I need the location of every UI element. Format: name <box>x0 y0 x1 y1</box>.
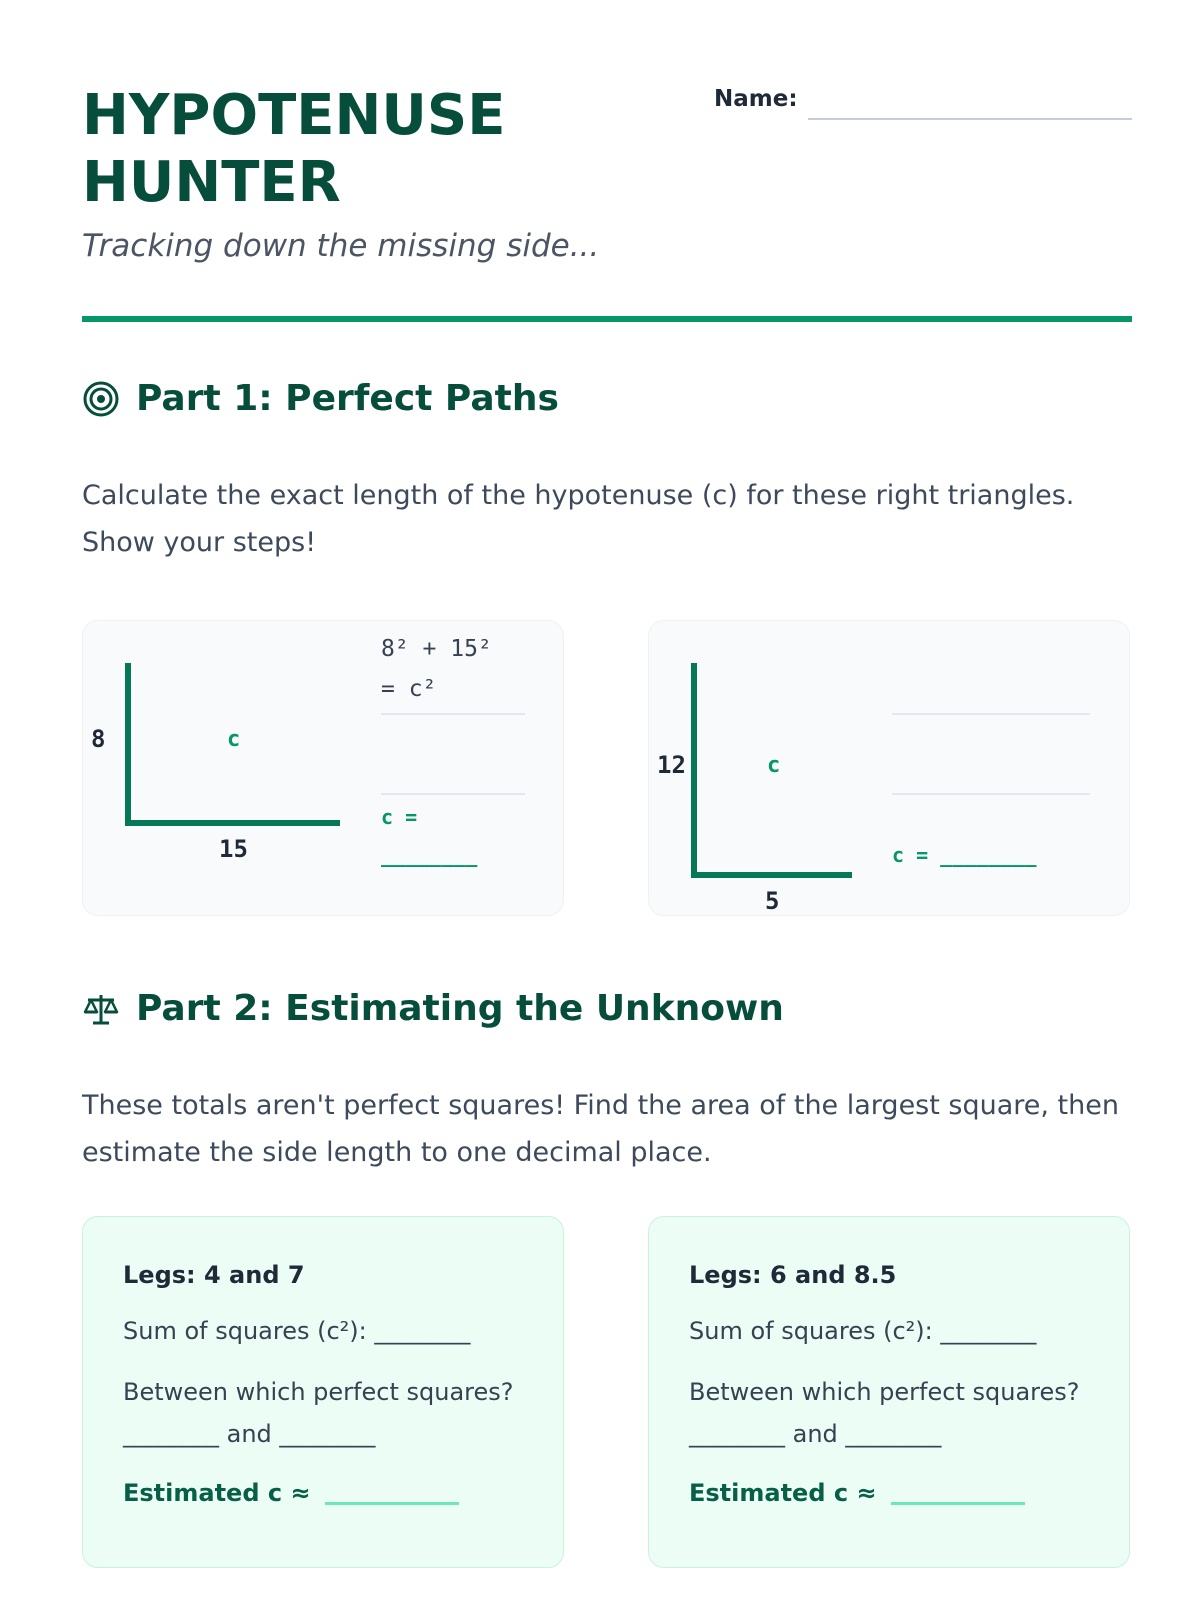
equation-line-2: = c² <box>381 676 437 702</box>
estimate-card-1 <box>82 1216 564 1568</box>
estimate-answer-line[interactable] <box>891 1502 1025 1505</box>
part2-instructions: These totals aren't perfect squares! Find the area of the largest square, then estimate the side length to one decimal place. <box>82 1090 1119 1168</box>
equation-text <box>381 629 492 709</box>
title-line-2: HUNTER <box>82 150 341 215</box>
equation-line-1: 8² + 15² <box>381 636 492 662</box>
between-question: Between which perfect squares? <box>123 1378 514 1406</box>
legs-label: Legs: 4 and 7 <box>123 1261 305 1289</box>
part1-instructions: Calculate the exact length of the hypotenuse (c) for these right triangles. Show your steps! <box>82 480 1075 558</box>
target-icon <box>82 380 120 418</box>
worksheet-subtitle: Tracking down the missing side... <box>82 228 600 264</box>
answer-blank[interactable]: ________ <box>381 843 478 867</box>
sum-of-squares-line[interactable]: Sum of squares (c²): ________ <box>123 1317 471 1345</box>
answer-label: c = <box>381 805 418 829</box>
part1-heading <box>82 378 559 419</box>
work-line-1[interactable] <box>381 713 525 715</box>
hypotenuse-label: c <box>767 753 781 778</box>
right-triangle-2 <box>649 621 1131 917</box>
answer-row <box>892 843 1037 867</box>
part2-heading <box>82 988 784 1029</box>
title-line-1: HYPOTENUSE <box>82 83 506 148</box>
triangle-card-2 <box>648 620 1130 916</box>
scale-icon <box>82 990 120 1028</box>
between-blanks[interactable]: ________ and ________ <box>123 1420 376 1448</box>
estimate-answer-line[interactable] <box>325 1502 459 1505</box>
between-squares <box>689 1371 1089 1455</box>
name-field-line[interactable] <box>808 118 1132 120</box>
answer-blank[interactable]: ________ <box>940 843 1037 867</box>
estimate-label: Estimated c ≈ <box>689 1479 877 1507</box>
work-line-2[interactable] <box>381 793 525 795</box>
estimate-row <box>689 1479 1089 1507</box>
hypotenuse-label: c <box>227 727 241 752</box>
part1-title: Part 1: Perfect Paths <box>136 378 559 419</box>
estimate-label: Estimated c ≈ <box>123 1479 311 1507</box>
worksheet-title <box>82 82 505 216</box>
horizontal-leg-label: 5 <box>765 887 780 915</box>
legs-label: Legs: 6 and 8.5 <box>689 1261 897 1289</box>
answer-label: c = <box>892 843 929 867</box>
triangle-card-1 <box>82 620 564 916</box>
right-triangle-1 <box>83 621 565 917</box>
name-label: Name: <box>714 86 798 112</box>
between-question: Between which perfect squares? <box>689 1378 1080 1406</box>
vertical-leg-label: 8 <box>91 725 106 753</box>
horizontal-leg-label: 15 <box>219 835 248 863</box>
header-divider <box>82 316 1132 322</box>
estimate-card-2 <box>648 1216 1130 1568</box>
work-line-1[interactable] <box>892 713 1090 715</box>
part2-title: Part 2: Estimating the Unknown <box>136 988 784 1029</box>
between-squares <box>123 1371 523 1455</box>
work-line-2[interactable] <box>892 793 1090 795</box>
between-blanks[interactable]: ________ and ________ <box>689 1420 942 1448</box>
sum-of-squares-line[interactable]: Sum of squares (c²): ________ <box>689 1317 1037 1345</box>
vertical-leg-label: 12 <box>657 751 686 779</box>
estimate-row <box>123 1479 523 1507</box>
